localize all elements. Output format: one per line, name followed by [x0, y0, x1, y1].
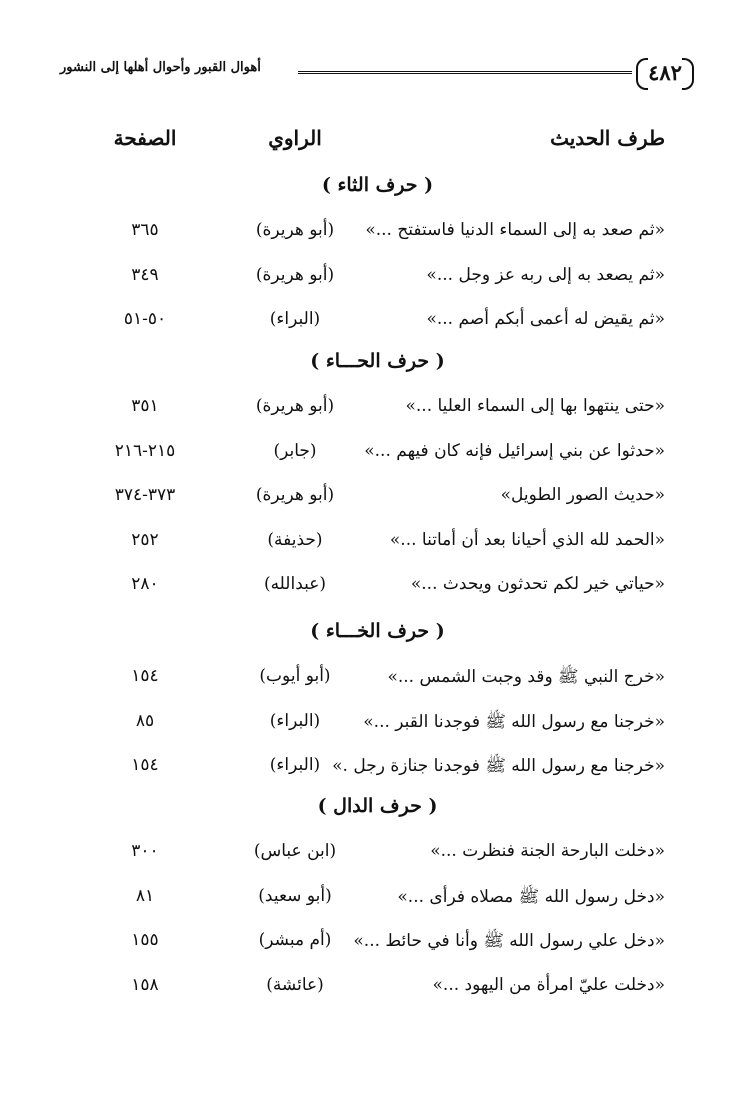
- running-title: أهوال القبور وأحوال أهلها إلى النشور: [60, 60, 261, 75]
- section-title: ( حرف الحـــاء ): [310, 350, 445, 372]
- index-row: [90, 930, 665, 960]
- page-reference: ٢١٥-٢١٦: [114, 440, 176, 461]
- hadith-text: «خرج النبي ﷺ وقد وجبت الشمس ...»: [387, 667, 665, 687]
- hadith-text: «ثم يصعد به إلى ربه عز وجل ...»: [426, 264, 665, 285]
- page-reference: ٣٤٩: [131, 264, 159, 285]
- narrator-name: (جابر): [273, 440, 317, 461]
- index-row: [90, 396, 665, 426]
- narrator-name: (أبو سعيد): [258, 885, 332, 906]
- column-header-hadith: طرف الحديث: [550, 126, 665, 150]
- hadith-text: «دخل رسول الله ﷺ مصلاه فرأى ...»: [397, 886, 665, 907]
- column-header-page: الصفحة: [113, 126, 177, 150]
- hadith-text: «ثم يقيض له أعمى أبكم أصم ...»: [426, 309, 665, 329]
- page-reference: ١٥٤: [131, 755, 159, 775]
- page-reference: ٢٨٠: [131, 574, 159, 594]
- narrator-name: (أبو هريرة): [255, 485, 335, 505]
- page-number: ٤٨٢: [640, 56, 690, 90]
- index-row: [90, 220, 665, 250]
- hadith-text: «حدثوا عن بني إسرائيل فإنه كان فيهم ...»: [364, 440, 665, 461]
- hadith-text: «الحمد لله الذي أحيانا بعد أن أماتنا ...»: [389, 529, 665, 550]
- hadith-text: «حتى ينتهوا بها إلى السماء العليا ...»: [405, 396, 665, 416]
- page-reference: ٢٥٢: [131, 529, 159, 550]
- narrator-name: (أبو أيوب): [259, 666, 331, 686]
- page-reference: ١٥٥: [131, 930, 159, 950]
- hadith-text: «دخلت البارحة الجنة فنظرت ...»: [430, 841, 665, 861]
- index-row: [90, 441, 665, 471]
- page-reference: ٣٥١: [131, 396, 159, 416]
- narrator-name: (أبو هريرة): [255, 396, 335, 416]
- narrator-name: (أبو هريرة): [255, 264, 335, 285]
- narrator-name: (البراء): [269, 309, 321, 329]
- narrator-name: (عائشة): [266, 974, 324, 995]
- index-row: [90, 265, 665, 295]
- page-reference: ٣٠٠: [131, 841, 159, 861]
- page-reference: ١٥٨: [131, 974, 159, 995]
- narrator-name: (عبدالله): [263, 574, 327, 594]
- narrator-name: (البراء): [269, 755, 321, 775]
- narrator-name: (أبو هريرة): [255, 220, 335, 240]
- page-reference: ٣٦٥: [131, 220, 159, 240]
- index-row: [90, 485, 665, 515]
- header-rule: [298, 71, 632, 74]
- index-row: [90, 711, 665, 741]
- index-row: [90, 841, 665, 871]
- hadith-text: «ثم صعد به إلى السماء الدنيا فاستفتح ...»: [365, 220, 665, 240]
- hadith-text: «دخل علي رسول الله ﷺ وأنا في حائط ...»: [353, 931, 665, 951]
- hadith-text: «حياتي خير لكم تحدثون ويحدث ...»: [410, 574, 665, 594]
- section-title: ( حرف الدال ): [317, 795, 438, 817]
- page-reference: ٣٧٣-٣٧٤: [114, 485, 176, 505]
- index-row: [90, 309, 665, 339]
- index-row: [90, 886, 665, 916]
- index-row: [90, 574, 665, 604]
- column-header-narrator: الراوي: [268, 126, 322, 150]
- hadith-text: «دخلت عليّ امرأة من اليهود ...»: [432, 974, 665, 995]
- narrator-name: (حذيفة): [267, 529, 323, 550]
- hadith-text: «خرجنا مع رسول الله ﷺ فوجدنا جنازة رجل .»: [332, 756, 665, 776]
- page-reference: ٥٠-٥١: [123, 309, 167, 329]
- hadith-text: «خرجنا مع رسول الله ﷺ فوجدنا القبر ...»: [363, 711, 665, 732]
- page-reference: ٨٥: [135, 710, 155, 731]
- narrator-name: (ابن عباس): [253, 841, 337, 861]
- section-title: ( حرف الخـــاء ): [310, 620, 445, 642]
- page-reference: ٨١: [135, 885, 155, 906]
- section-title: ( حرف الثاء ): [321, 174, 434, 196]
- page-reference: ١٥٤: [131, 666, 159, 686]
- index-row: [90, 530, 665, 560]
- index-row: [90, 755, 665, 785]
- hadith-text: «حديث الصور الطويل»: [500, 485, 665, 505]
- column-headers: [90, 126, 665, 158]
- index-row: [90, 666, 665, 696]
- running-header: [60, 52, 690, 96]
- index-row: [90, 975, 665, 1005]
- narrator-name: (البراء): [269, 710, 321, 731]
- narrator-name: (أم مبشر): [258, 930, 332, 950]
